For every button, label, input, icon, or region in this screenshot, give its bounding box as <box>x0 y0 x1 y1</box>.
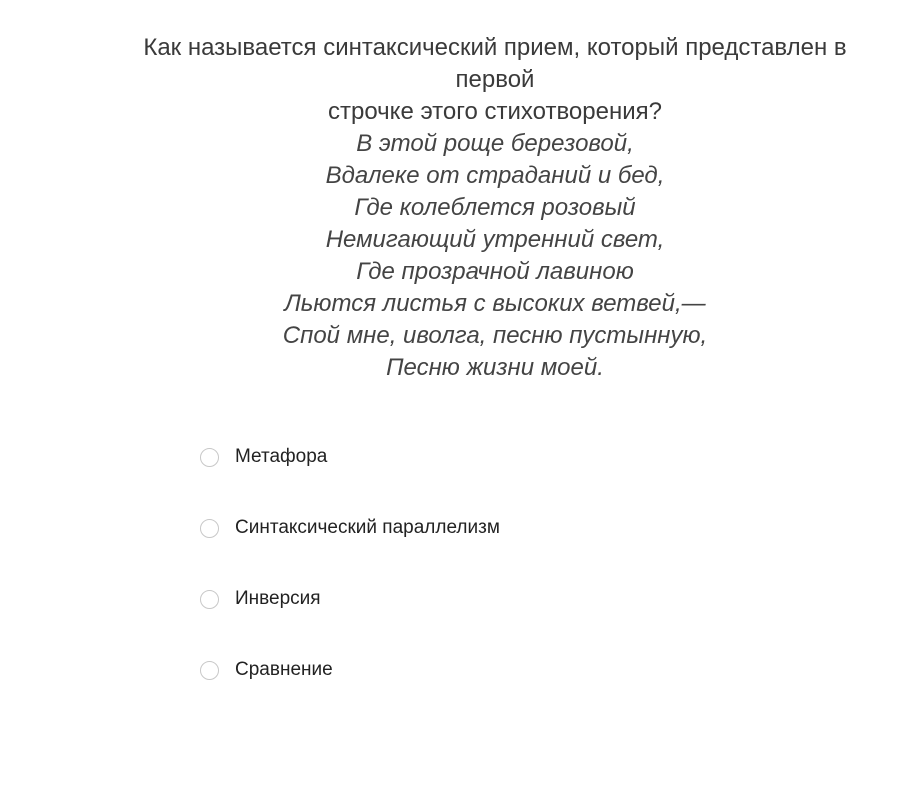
poem-line: Где прозрачной лавиною <box>356 258 634 285</box>
radio-button[interactable] <box>200 519 219 538</box>
option-label[interactable]: Синтаксический параллелизм <box>235 517 500 538</box>
poem-line: Льются листья с высоких ветвей,— <box>284 290 706 317</box>
poem-line: В этой роще березовой, <box>356 130 634 157</box>
option-label[interactable]: Метафора <box>235 446 328 467</box>
radio-button[interactable] <box>200 590 219 609</box>
poem-line: Вдалеке от страданий и бед, <box>325 162 665 189</box>
poem-line: Где колеблется розовый <box>354 194 636 221</box>
radio-button[interactable] <box>200 448 219 467</box>
option-metaphor[interactable] <box>200 444 800 470</box>
question-line: Как называется синтаксический прием, который представлен в <box>143 34 847 61</box>
question-line: строчке этого стихотворения? <box>328 98 662 125</box>
poem-line: Песню жизни моей. <box>386 354 604 381</box>
poem-line: Спой мне, иволга, песню пустынную, <box>282 322 708 349</box>
poem-text <box>75 128 915 384</box>
question-text <box>75 32 915 128</box>
radio-button[interactable] <box>200 661 219 680</box>
option-label[interactable]: Инверсия <box>235 588 321 609</box>
answer-options <box>200 444 800 728</box>
poem-line: Немигающий утренний свет, <box>325 226 665 253</box>
option-comparison[interactable] <box>200 657 800 683</box>
option-label[interactable]: Сравнение <box>235 659 333 680</box>
question-line: первой <box>455 66 535 93</box>
option-syntactic-parallelism[interactable] <box>200 515 800 541</box>
option-inversion[interactable] <box>200 586 800 612</box>
